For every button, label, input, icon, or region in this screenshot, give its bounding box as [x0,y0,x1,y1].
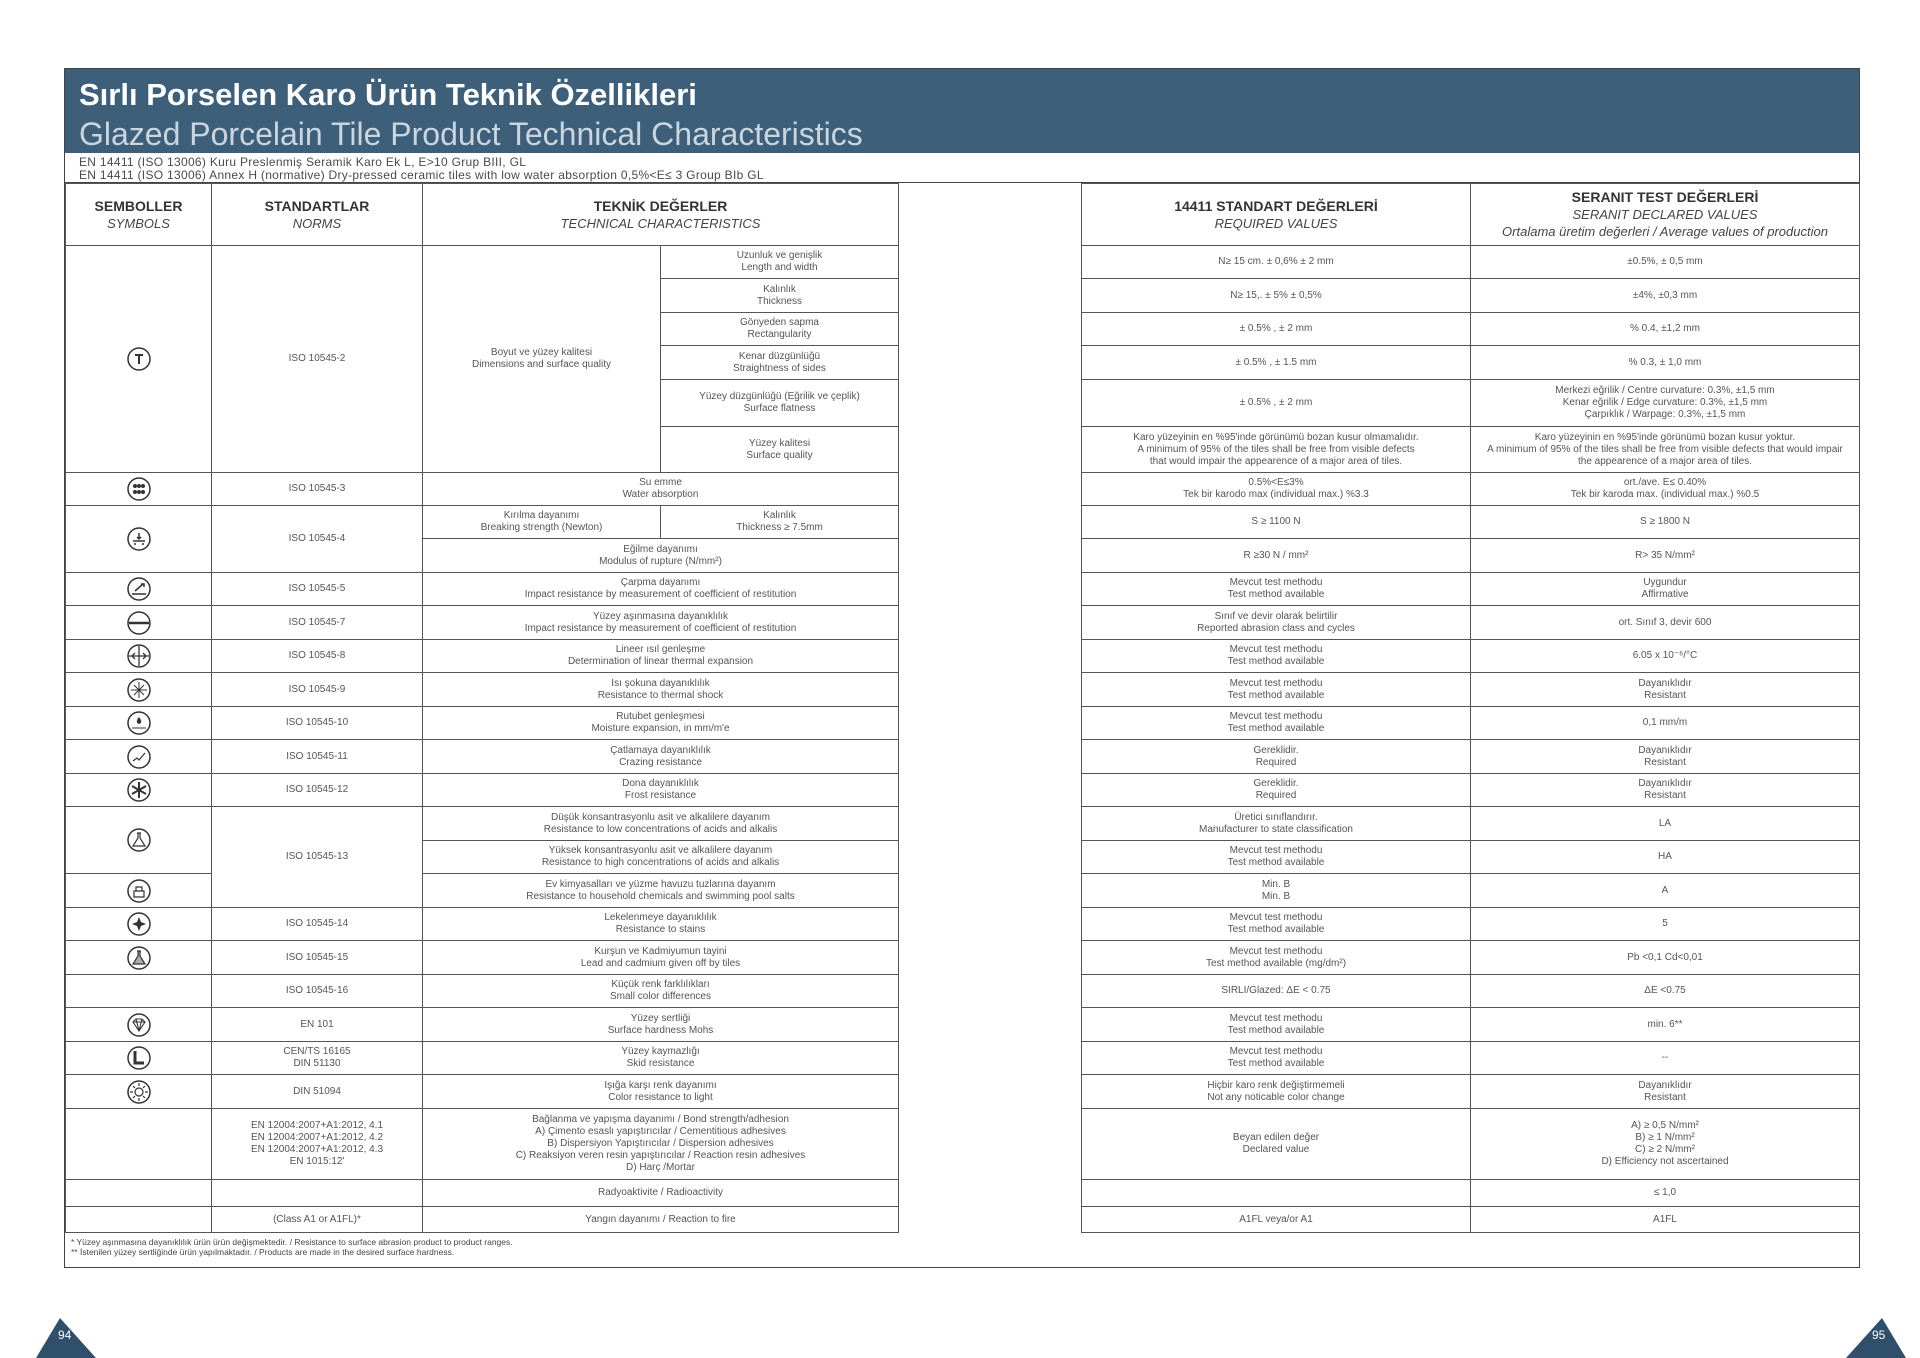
characteristic: Yüzey kaymazlığı Skid resistance [423,1042,899,1075]
footnotes [65,1233,1859,1257]
characteristic: Işığa karşı renk dayanımı Color resistance to light [423,1075,899,1109]
table-row [66,473,1860,506]
characteristic: Düşük konsantrasyonlu asit ve alkalilere dayanım Resistance to low concentrations of acids and alkalis [423,807,899,841]
standard-cell: ISO 10545-10 [212,707,423,740]
symbol-cell [66,975,212,1008]
sub-characteristic: Gönyeden sapma Rectangularity [661,313,899,346]
required-value: Mevcut test methodu Test method available [1082,707,1471,740]
table-row [66,807,1860,841]
required-value: R ≥30 N / mm² [1082,539,1471,573]
characteristic: Su emme Water absorption [423,473,899,506]
chemical-resistance-icon [126,827,152,853]
dimension-icon [126,346,152,372]
declared-value: ≤ 1,0 [1471,1180,1860,1207]
required-value: Karo yüzeyinin en %95'inde görünümü bozan kusur olmamalıdır. A minimum of 95% of the tiles shall be free from visible defects that would impair the appearence of a major area of tiles. [1082,427,1471,473]
light-icon [126,1079,152,1105]
table-row [66,1180,1860,1207]
declared-value: Dayanıklıdır Resistant [1471,673,1860,707]
standard-cell: DIN 51094 [212,1075,423,1109]
declared-value: R> 35 N/mm² [1471,539,1860,573]
declared-value: A1FL [1471,1207,1860,1233]
characteristic: Rutubet genleşmesi Moisture expansion, in mm/m'e [423,707,899,740]
declared-value: Uygundur Affirmative [1471,573,1860,606]
title-tr: Sırlı Porselen Karo Ürün Teknik Özellikleri [79,77,697,112]
stain-icon [126,911,152,937]
characteristic: Yüzey sertliği Surface hardness Mohs [423,1008,899,1042]
symbol-cell [66,1109,212,1180]
table-row [66,640,1860,673]
required-value: Mevcut test methodu Test method available [1082,640,1471,673]
characteristic: Lekelenmeye dayanıklılık Resistance to stains [423,908,899,941]
required-value: Mevcut test methodu Test method available [1082,1008,1471,1042]
symbol-cell [66,807,212,874]
required-value: Mevcut test methodu Test method available [1082,908,1471,941]
table-row [66,606,1860,640]
declared-value: ΔE <0.75 [1471,975,1860,1008]
standard-cell: ISO 10545-9 [212,673,423,707]
symbol-cell [66,707,212,740]
standard-cell: CEN/TS 16165 DIN 51130 [212,1042,423,1075]
required-value: S ≥ 1100 N [1082,506,1471,539]
characteristic: Küçük renk farklılıkları Small color differences [423,975,899,1008]
symbol-cell [66,908,212,941]
sub-characteristic: Kalınlık Thickness ≥ 7.5mm [661,506,899,539]
standard-cell: ISO 10545-4 [212,506,423,573]
standard-cell: ISO 10545-15 [212,941,423,975]
characteristic: Lineer ısıl genleşme Determination of linear thermal expansion [423,640,899,673]
sub-characteristic: Uzunluk ve genişlik Length and width [661,246,899,279]
sub-characteristic: Yüzey kalitesi Surface quality [661,427,899,473]
required-value: Mevcut test methodu Test method available (mg/dm²) [1082,941,1471,975]
symbol-cell [66,606,212,640]
characteristic: Kırılma dayanımı Breaking strength (Newton) [423,506,661,539]
norm-reference [65,153,1859,183]
required-value: Üretici sınıflandırır. Manufacturer to state classification [1082,807,1471,841]
required-value: Sınıf ve devir olarak belirtilir Reported abrasion class and cycles [1082,606,1471,640]
footnote-2: ** İstenilen yüzey sertliğinde ürün yapılmaktadır. / Products are made in the desired surface hardness. [71,1247,455,1257]
declared-value: min. 6** [1471,1008,1860,1042]
characteristic: Isı şokuna dayanıklılık Resistance to thermal shock [423,673,899,707]
declared-value: Merkezi eğrilik / Centre curvature: 0.3%, ±1,5 mm Kenar eğrilik / Edge curvature: 0.3%, ±1,5 mm Çarpıklık / Warpage: 0.3%, ±1,5 mm [1471,380,1860,427]
symbol-cell [66,941,212,975]
diamond-icon [126,1012,152,1038]
standard-cell: ISO 10545-8 [212,640,423,673]
characteristic: Bağlanma ve yapışma dayanımı / Bond strength/adhesion A) Çimento esaslı yapıştırıcılar / Cementitious adhesives B) Dispersiyon Yapıştırıcılar / Dispersion adhesives C) Reaksiyon veren resin yapıştırıcılar / Reaction resin adhesives D) Harç /Mortar [423,1109,899,1180]
symbol-cell [66,1008,212,1042]
characteristic: Kurşun ve Kadmiyumun tayini Lead and cadmium given off by tiles [423,941,899,975]
footnote-1: * Yüzey aşınmasına dayanıklılık ürün ürün değişmektedir. / Resistance to surface abrasion product to product ranges. [71,1237,513,1247]
characteristic: Dona dayanıklılık Frost resistance [423,774,899,807]
required-value: Mevcut test methodu Test method available [1082,841,1471,874]
col-declared: SERANIT TEST DEĞERLERİ SERANIT DECLARED VALUES Ortalama üretim değerleri / Average values of production [1471,184,1860,246]
table-row [66,673,1860,707]
declared-value: Pb <0,1 Cd<0,01 [1471,941,1860,975]
spec-table [65,183,1860,1233]
standard-cell: ISO 10545-11 [212,740,423,774]
characteristic: Yangın dayanımı / Reaction to fire [423,1207,899,1233]
col-technical: TEKNİK DEĞERLER TECHNICAL CHARACTERISTICS [423,184,899,246]
spec-sheet [64,68,1860,1268]
symbol-cell [66,573,212,606]
characteristic: Çarpma dayanımı Impact resistance by measurement of coefficient of restitution [423,573,899,606]
declared-value: 6.05 x 10⁻⁶/°C [1471,640,1860,673]
crazing-icon [126,744,152,770]
standard-cell: ISO 10545-2 [212,246,423,473]
column-gap [899,184,1082,246]
standard-cell: EN 101 [212,1008,423,1042]
required-value: A1FL veya/or A1 [1082,1207,1471,1233]
table-row [66,941,1860,975]
required-value: Hiçbir karo renk değiştirmemeli Not any noticable color change [1082,1075,1471,1109]
characteristic: Radyoaktivite / Radioactivity [423,1180,899,1207]
required-value: ± 0.5% , ± 1.5 mm [1082,346,1471,380]
symbol-cell [66,774,212,807]
col-symbols: SEMBOLLER SYMBOLS [66,184,212,246]
declared-value: S ≥ 1800 N [1471,506,1860,539]
page-number-right: 95 [1846,1310,1906,1358]
declared-value: ±4%, ±0,3 mm [1471,279,1860,313]
declared-value: LA [1471,807,1860,841]
declared-value: Dayanıklıdır Resistant [1471,740,1860,774]
symbol-cell [66,740,212,774]
table-row [66,1109,1860,1180]
standard-cell: ISO 10545-14 [212,908,423,941]
standard-cell [212,1180,423,1207]
sub-characteristic: Yüzey düzgünlüğü (Eğrilik ve çeplik) Surface flatness [661,380,899,427]
declared-value: 0,1 mm/m [1471,707,1860,740]
breaking-strength-icon [126,526,152,552]
characteristic: Yüksek konsantrasyonlu asit ve alkalilere dayanım Resistance to high concentrations of acids and alkalis [423,841,899,874]
required-value: Beyan edilen değer Declared value [1082,1109,1471,1180]
declared-value: % 0.4, ±1,2 mm [1471,313,1860,346]
required-value: Mevcut test methodu Test method available [1082,1042,1471,1075]
table-header-row [66,184,1860,246]
symbol-cell [66,1075,212,1109]
required-value: Gereklidir. Required [1082,774,1471,807]
table-row [66,707,1860,740]
symbol-cell [66,640,212,673]
declared-value: Dayanıklıdır Resistant [1471,1075,1860,1109]
page-number-left: 94 [36,1310,96,1358]
required-value: Min. B Min. B [1082,874,1471,908]
declared-value: ort./ave. E≤ 0.40% Tek bir karoda max. (individual max.) %0.5 [1471,473,1860,506]
sub-characteristic: Kenar düzgünlüğü Straightness of sides [661,346,899,380]
standard-cell: ISO 10545-7 [212,606,423,640]
standard-cell: ISO 10545-13 [212,807,423,908]
characteristic: Eğilme dayanımı Modulus of rupture (N/mm²) [423,539,899,573]
skid-icon [126,1045,152,1071]
characteristic: Ev kimyasalları ve yüzme havuzu tuzlarına dayanım Resistance to household chemicals and swimming pool salts [423,874,899,908]
thermal-shock-icon [126,677,152,703]
standard-cell: ISO 10545-12 [212,774,423,807]
required-value: Gereklidir. Required [1082,740,1471,774]
required-value: SIRLI/Glazed: ΔE < 0.75 [1082,975,1471,1008]
lead-icon [126,945,152,971]
group-label: Boyut ve yüzey kalitesi Dimensions and surface quality [423,246,661,473]
symbol-cell [66,1042,212,1075]
table-row [66,975,1860,1008]
characteristic: Yüzey aşınmasına dayanıklılık Impact resistance by measurement of coefficient of restitution [423,606,899,640]
norm-line-1: EN 14411 (ISO 13006) Kuru Preslenmiş Seramik Karo Ek L, E>10 Grup BIII, GL [79,155,527,169]
title-en: Glazed Porcelain Tile Product Technical Characteristics [79,116,863,152]
water-absorption-icon [126,476,152,502]
table-row [66,573,1860,606]
standard-cell: ISO 10545-5 [212,573,423,606]
standard-cell: ISO 10545-3 [212,473,423,506]
required-value: Mevcut test methodu Test method available [1082,673,1471,707]
table-row [66,774,1860,807]
table-row [66,1207,1860,1233]
declared-value: ort. Sınıf 3, devir 600 [1471,606,1860,640]
moisture-icon [126,710,152,736]
declared-value: 5 [1471,908,1860,941]
sub-characteristic: Kalınlık Thickness [661,279,899,313]
impact-icon [126,576,152,602]
symbol-cell [66,1180,212,1207]
table-row [66,506,1860,539]
required-value: 0.5%<E≤3% Tek bir karodo max (individual max.) %3.3 [1082,473,1471,506]
household-chemicals-icon [126,878,152,904]
table-row [66,908,1860,941]
thermal-expansion-icon [126,643,152,669]
declared-value: -- [1471,1042,1860,1075]
table-row [66,1075,1860,1109]
col-required: 14411 STANDART DEĞERLERİ REQUIRED VALUES [1082,184,1471,246]
required-value [1082,1180,1471,1207]
characteristic: Çatlamaya dayanıklılık Crazing resistance [423,740,899,774]
header-band [65,69,1859,153]
required-value: ± 0.5% , ± 2 mm [1082,313,1471,346]
table-row [66,246,1860,279]
table-row [66,1008,1860,1042]
symbol-cell [66,1207,212,1233]
required-value: N≥ 15 cm. ± 0,6% ± 2 mm [1082,246,1471,279]
symbol-cell [66,246,212,473]
table-row [66,1042,1860,1075]
required-value: Mevcut test methodu Test method available [1082,573,1471,606]
declared-value: Dayanıklıdır Resistant [1471,774,1860,807]
declared-value: A [1471,874,1860,908]
declared-value: HA [1471,841,1860,874]
abrasion-icon [126,610,152,636]
standard-cell: EN 12004:2007+A1:2012, 4.1 EN 12004:2007+A1:2012, 4.2 EN 12004:2007+A1:2012, 4.3 EN 1015:12' [212,1109,423,1180]
standard-cell: (Class A1 or A1FL)* [212,1207,423,1233]
declared-value: ±0.5%, ± 0,5 mm [1471,246,1860,279]
col-standards: STANDARTLAR NORMS [212,184,423,246]
declared-value: % 0.3, ± 1,0 mm [1471,346,1860,380]
declared-value: Karo yüzeyinin en %95'inde görünümü bozan kusur yoktur. A minimum of 95% of the tiles shall be free from visible defects that would impair the appearence of a major area of tiles. [1471,427,1860,473]
norm-line-2: EN 14411 (ISO 13006) Annex H (normative) Dry-pressed ceramic tiles with low water absorption 0,5%<E≤ 3 Group BIb GL [79,168,764,182]
symbol-cell [66,506,212,573]
standard-cell: ISO 10545-16 [212,975,423,1008]
symbol-cell [66,673,212,707]
required-value: N≥ 15,. ± 5% ± 0,5% [1082,279,1471,313]
declared-value: A) ≥ 0,5 N/mm² B) ≥ 1 N/mm² C) ≥ 2 N/mm² D) Efficiency not ascertained [1471,1109,1860,1180]
frost-icon [126,777,152,803]
required-value: ± 0.5% , ± 2 mm [1082,380,1471,427]
symbol-cell [66,473,212,506]
table-row [66,740,1860,774]
symbol-cell [66,874,212,908]
